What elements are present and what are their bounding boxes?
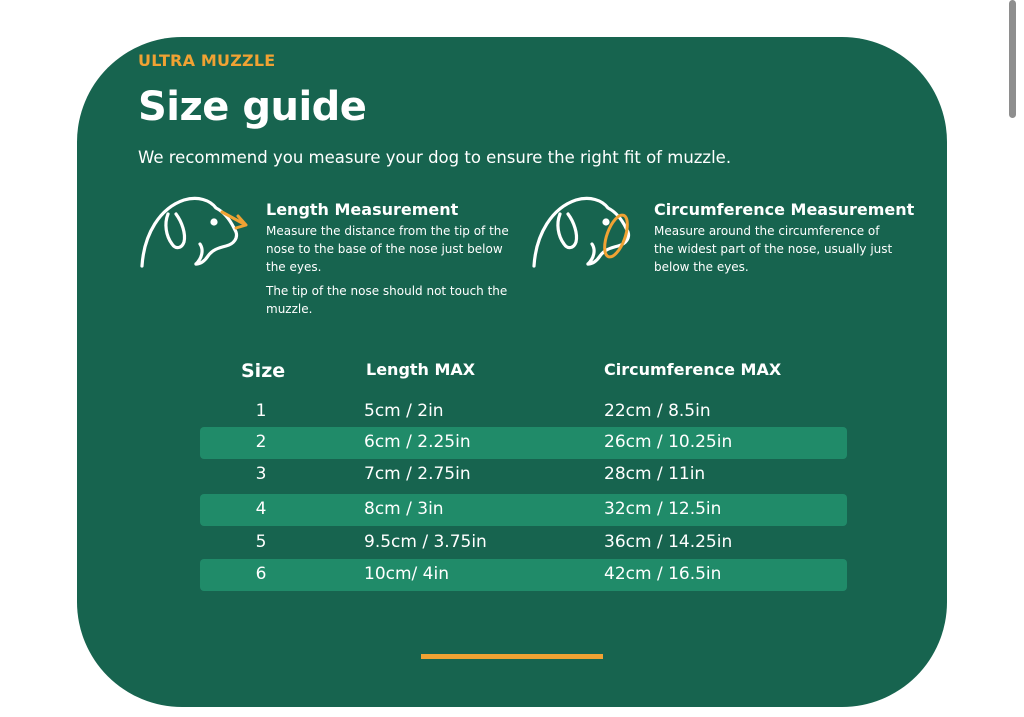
size-guide-card	[77, 37, 947, 707]
header-circumference-max: Circumference MAX	[604, 360, 782, 379]
size-cell: 4	[255, 499, 267, 519]
length-cell: 8cm / 3in	[364, 499, 444, 519]
circumference-cell: 36cm / 14.25in	[604, 532, 733, 552]
circ-measure-line: Measure around the circumference of	[654, 224, 880, 238]
circ-measure-title: Circumference Measurement	[654, 200, 915, 219]
length-cell: 7cm / 2.75in	[364, 464, 471, 484]
circumference-cell: 42cm / 16.5in	[604, 564, 722, 584]
length-measure-note	[266, 282, 507, 318]
size-cell: 3	[255, 464, 267, 484]
length-measure-text	[266, 222, 509, 276]
size-cell: 1	[255, 401, 267, 421]
table-row	[200, 559, 847, 591]
length-cell: 9.5cm / 3.75in	[364, 532, 487, 552]
size-cell: 5	[255, 532, 267, 552]
page-title: Size guide	[138, 84, 367, 130]
table-row	[200, 494, 847, 526]
length-note-line: The tip of the nose should not touch the	[266, 284, 508, 298]
header-size: Size	[241, 360, 286, 382]
length-measure-title: Length Measurement	[266, 200, 459, 219]
dog-head-circumference-icon	[530, 192, 640, 274]
size-cell: 2	[255, 432, 267, 452]
length-cell: 10cm/ 4in	[364, 564, 449, 584]
product-eyebrow: ULTRA MUZZLE	[138, 51, 276, 70]
size-cell: 6	[255, 564, 267, 584]
circ-measure-text	[654, 222, 892, 276]
circ-measure-line: the widest part of the nose, usually just	[654, 242, 893, 256]
length-cell: 6cm / 2.25in	[364, 432, 471, 452]
accent-divider	[421, 654, 603, 659]
circ-measure-line: below the eyes.	[654, 260, 749, 274]
table-row	[200, 459, 847, 491]
intro-text: We recommend you measure your dog to ensure the right fit of muzzle.	[138, 148, 732, 167]
length-measure-line: the eyes.	[266, 260, 322, 274]
table-row	[200, 427, 847, 459]
circumference-cell: 22cm / 8.5in	[604, 401, 711, 421]
length-measure-line: nose to the base of the nose just below	[266, 242, 503, 256]
length-measure-line: Measure the distance from the tip of the	[266, 224, 509, 238]
circumference-cell: 26cm / 10.25in	[604, 432, 733, 452]
dog-head-length-icon	[138, 192, 254, 274]
page-scrollbar[interactable]	[1009, 0, 1016, 118]
length-cell: 5cm / 2in	[364, 401, 444, 421]
table-row	[200, 527, 847, 559]
circumference-cell: 32cm / 12.5in	[604, 499, 722, 519]
table-row	[200, 396, 847, 428]
circumference-cell: 28cm / 11in	[604, 464, 706, 484]
length-note-line: muzzle.	[266, 302, 313, 316]
header-length-max: Length MAX	[366, 360, 476, 379]
